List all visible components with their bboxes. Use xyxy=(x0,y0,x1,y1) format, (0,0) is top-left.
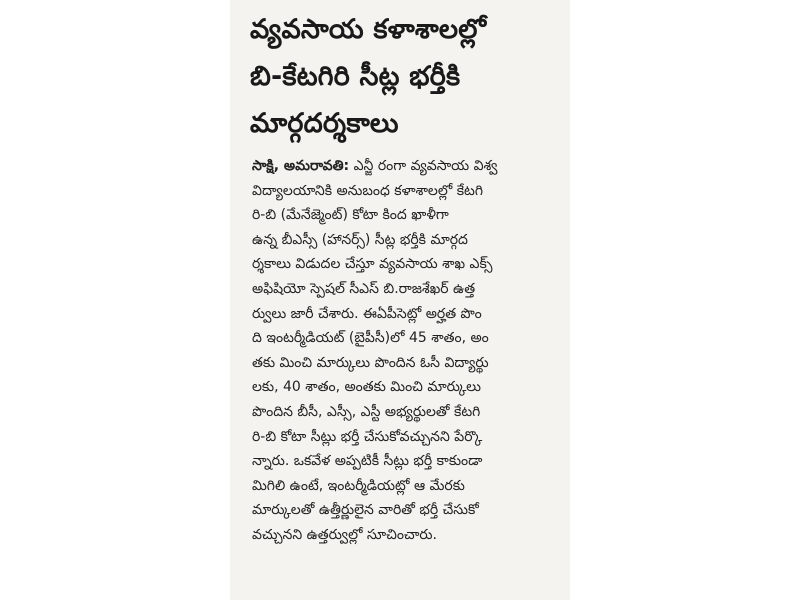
body-line: మిగిలి ఉంటే, ఇంటర్మీడియట్లో ఆ మేరకు xyxy=(252,477,465,494)
body-line-text: ఎన్జీ రంగా వ్యవసాయ విశ్వ xyxy=(349,158,498,174)
article-headline xyxy=(230,0,570,147)
body-line: విద్యాలయానికి అనుబంధ కళాశాలల్లో కేటగి xyxy=(252,182,483,199)
body-line xyxy=(252,154,562,179)
article-body xyxy=(230,154,570,548)
headline-line: మార్గదర్శకాలు xyxy=(250,108,399,139)
body-line: ది ఇంటర్మీడియట్ (బైపీసీ)లో 45 శాతం, అం xyxy=(252,330,489,347)
newspaper-clipping xyxy=(230,0,570,600)
dateline: సాక్షి, అమరావతి: xyxy=(252,158,350,174)
body-line: లకు, 40 శాతం, అంతకు మించి మార్కులు xyxy=(252,379,481,396)
body-line: వచ్చునని ఉత్తర్వుల్లో సూచించారు. xyxy=(252,526,437,543)
body-line: ర్వులు జారీ చేశారు. ఈఏపీసెట్లో అర్హత పొం xyxy=(252,305,482,322)
body-line: రి-బి కోటా సీట్లు భర్తీ చేసుకోవచ్చునని పేర్కొ xyxy=(252,428,483,445)
body-line: ఉన్న బీఎస్సీ (హానర్స్) సీట్ల భర్తీకి మార్గద xyxy=(252,231,468,248)
body-line: తకు మించి మార్కులు పొందిన ఓసీ విద్యార్థు xyxy=(252,354,489,371)
headline-line: వ్యవసాయ కళాశాలల్లో xyxy=(250,14,487,45)
body-line: పొందిన బీసీ, ఎస్సీ, ఎస్టీ అభ్యర్థులతో కేటగి xyxy=(252,403,481,420)
body-line: మార్కులతో ఉత్తీర్ణులైన వారితో భర్తీ చేసుకో xyxy=(252,502,479,519)
body-line: న్నారు. ఒకవేళ అప్పటికీ సీట్లు భర్తీ కాకుండా xyxy=(252,453,483,470)
headline-line: బి-కేటగిరి సీట్ల భర్తీకి xyxy=(250,61,461,92)
body-line: అఫిషియో స్పెషల్ సీఎస్ బి.రాజశేఖర్ ఉత్త xyxy=(252,280,476,297)
body-line: ర్శకాలు విడుదల చేస్తూ వ్యవసాయ శాఖ ఎక్స్ xyxy=(252,256,493,273)
body-line: రి-బి (మేనేజ్మెంట్) కోటా కింద ఖాళీగా xyxy=(252,207,449,224)
